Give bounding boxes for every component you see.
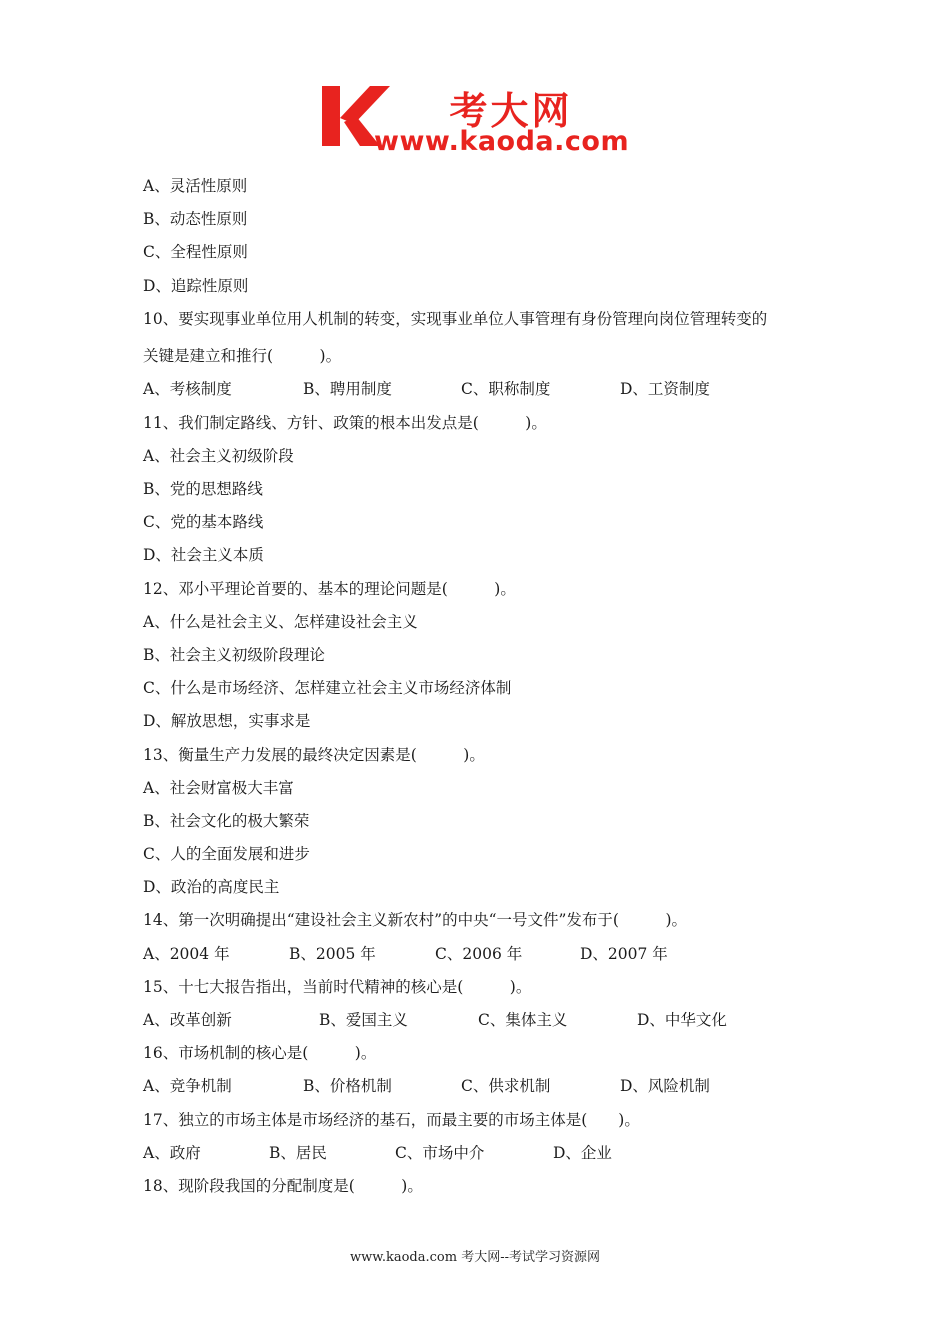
option-b: B、社会主义初级阶段理论 [143,645,325,664]
question-18: 18、现阶段我国的分配制度是( )。 [143,1176,423,1195]
logo-url: www.kaoda.com [374,126,630,157]
option-c: C、什么是市场经济、怎样建立社会主义市场经济体制 [143,679,512,698]
option-line: D、追踪性原则 [143,276,249,295]
option-d: D、风险机制 [620,1077,710,1096]
option-c: C、党的基本路线 [143,513,264,532]
question-10-options [143,373,823,406]
option-a: A、考核制度 [143,380,232,399]
option-b: B、社会文化的极大繁荣 [143,811,310,830]
question-17-options [143,1137,823,1170]
option-d: D、工资制度 [620,380,710,399]
option-a: A、什么是社会主义、怎样建设社会主义 [143,612,418,631]
option-d: D、中华文化 [637,1011,727,1029]
question-11: 11、我们制定路线、方针、政策的根本出发点是( )。 [143,413,547,432]
question-10-line1: 10、要实现事业单位用人机制的转变，实现事业单位人事管理有身份管理向岗位管理转变的 [143,309,768,328]
option-b: B、爱国主义 [319,1011,408,1029]
option-a: A、社会主义初级阶段 [143,446,294,465]
question-content [143,170,823,1203]
page-footer: www.kaoda.com 考大网--考试学习资源网 [350,1250,600,1265]
option-line: C、全程性原则 [143,243,248,262]
option-b: B、聘用制度 [303,380,392,399]
option-a: A、竞争机制 [143,1077,232,1096]
question-16: 16、市场机制的核心是( )。 [143,1044,377,1063]
option-a: A、2004 年 [143,944,230,963]
logo-title: 考大网 [449,89,573,133]
question-17: 17、独立的市场主体是市场经济的基石，而最主要的市场主体是( )。 [143,1110,640,1129]
option-a: A、政府 [143,1143,201,1162]
option-d: D、政治的高度民主 [143,878,280,897]
question-16-options [143,1070,823,1103]
option-d: D、解放思想，实事求是 [143,712,311,731]
question-14-options [143,938,823,971]
option-a: A、改革创新 [143,1011,232,1029]
question-15-options [143,1004,823,1037]
option-c: C、供求机制 [461,1077,551,1096]
option-c: C、人的全面发展和进步 [143,845,310,864]
option-b: B、党的思想路线 [143,480,263,498]
option-d: D、社会主义本质 [143,546,264,565]
option-c: C、2006 年 [435,944,523,963]
kaoda-logo [318,82,638,158]
option-line: B、动态性原则 [143,210,248,229]
option-d: D、企业 [553,1143,612,1162]
question-10-line2: 关键是建立和推行( )。 [143,347,342,366]
option-b: B、2005 年 [289,944,376,963]
question-15: 15、十七大报告指出，当前时代精神的核心是( )。 [143,977,532,996]
option-line: A、灵活性原则 [143,177,248,195]
question-12: 12、邓小平理论首要的、基本的理论问题是( )。 [143,579,516,598]
option-c: C、职称制度 [461,380,551,399]
option-a: A、社会财富极大丰富 [143,778,294,797]
option-c: C、市场中介 [395,1143,485,1162]
option-c: C、集体主义 [478,1011,568,1029]
option-b: B、居民 [269,1143,327,1162]
option-b: B、价格机制 [303,1077,392,1096]
question-14: 14、第一次明确提出“建设社会主义新农村”的中央“一号文件”发布于( )。 [143,911,688,930]
question-13: 13、衡量生产力发展的最终决定因素是( )。 [143,745,485,764]
option-d: D、2007 年 [580,944,668,963]
